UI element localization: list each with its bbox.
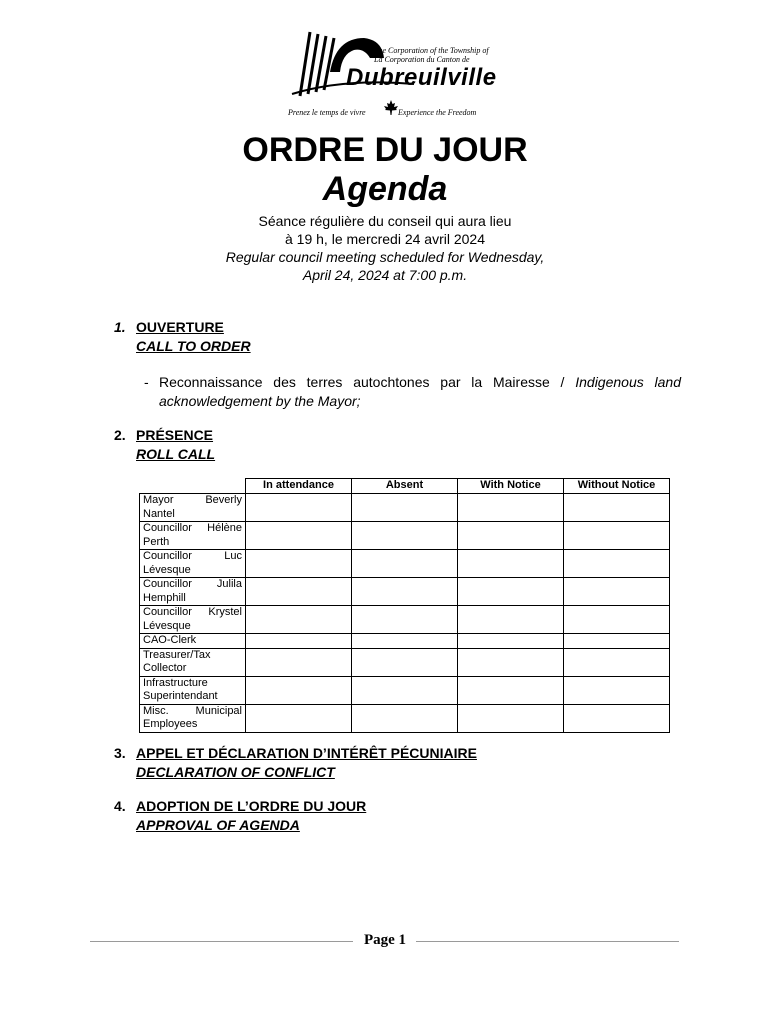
attendee-name: Infrastructure Superintendant	[140, 676, 246, 704]
section-title-fr: APPEL ET DÉCLARATION D’INTÉRÊT PÉCUNIAIRE	[136, 745, 477, 761]
land-acknowledgement-en: Indigenous land acknowledgement by the Mayor;	[159, 374, 681, 409]
township-logo	[284, 28, 497, 120]
attendee-name: Mayor Beverly Nantel	[140, 494, 246, 522]
meeting-line-en-2: April 24, 2024 at 7:00 p.m.	[302, 267, 468, 283]
cell-without-notice	[564, 704, 670, 732]
header-in-attendance: In attendance	[246, 479, 352, 494]
cell-without-notice	[564, 522, 670, 550]
attendee-name: Councillor Luc Lévesque	[140, 550, 246, 578]
cell-without-notice	[564, 634, 670, 649]
cell-absent	[352, 578, 458, 606]
cell-absent	[352, 676, 458, 704]
cell-with-notice	[458, 606, 564, 634]
table-header-row	[140, 479, 670, 494]
cell-without-notice	[564, 606, 670, 634]
section-number: 3.	[114, 745, 126, 761]
meeting-line-fr-1: Séance régulière du conseil qui aura lieu	[258, 213, 512, 229]
header-without-notice: Without Notice	[564, 479, 670, 494]
section-title-fr: PRÉSENCE	[136, 427, 214, 443]
land-acknowledgement-fr: Reconnaissance des terres autochtones par la Mairesse /	[159, 374, 576, 390]
attendee-name: Councillor Julila Hemphill	[140, 578, 246, 606]
cell-in-attendance	[246, 522, 352, 550]
table-row	[140, 522, 670, 550]
table-row	[140, 494, 670, 522]
logo-slogan-en: Experience the Freedom	[398, 108, 477, 117]
cell-absent	[352, 704, 458, 732]
attendee-name: Treasurer/Tax Collector	[140, 648, 246, 676]
attendee-name: Misc. Municipal Employees	[140, 704, 246, 732]
table-row	[140, 606, 670, 634]
section-title-en: CALL TO ORDER	[136, 338, 251, 354]
section-number: 2.	[114, 427, 126, 443]
section-title-en: ROLL CALL	[136, 446, 216, 462]
table-row	[140, 578, 670, 606]
table-row	[140, 550, 670, 578]
maple-leaf-icon	[384, 100, 398, 116]
section-title-en: DECLARATION OF CONFLICT	[136, 764, 335, 780]
land-acknowledgement-item	[159, 373, 681, 411]
roll-call-table	[139, 478, 670, 733]
cell-without-notice	[564, 676, 670, 704]
section-title-en: APPROVAL OF AGENDA	[136, 817, 300, 833]
header-absent: Absent	[352, 479, 458, 494]
cell-absent	[352, 634, 458, 649]
table-row	[140, 648, 670, 676]
section-title-fr: ADOPTION DE L’ORDRE DU JOUR	[136, 798, 367, 814]
logo-slogan-fr: Prenez le temps de vivre	[288, 108, 366, 117]
cell-without-notice	[564, 494, 670, 522]
cell-with-notice	[458, 578, 564, 606]
cell-absent	[352, 522, 458, 550]
meeting-line-fr-2: à 19 h, le mercredi 24 avril 2024	[285, 231, 485, 247]
attendee-name: Councillor Krystel Lévesque	[140, 606, 246, 634]
cell-with-notice	[458, 550, 564, 578]
cell-in-attendance	[246, 494, 352, 522]
table-row	[140, 676, 670, 704]
table-row	[140, 704, 670, 732]
cell-in-attendance	[246, 648, 352, 676]
cell-in-attendance	[246, 704, 352, 732]
cell-without-notice	[564, 550, 670, 578]
cell-in-attendance	[246, 606, 352, 634]
cell-with-notice	[458, 648, 564, 676]
cell-with-notice	[458, 522, 564, 550]
cell-in-attendance	[246, 634, 352, 649]
section-title-fr: OUVERTURE	[136, 319, 224, 335]
cell-without-notice	[564, 648, 670, 676]
attendee-name: Councillor Hélène Perth	[140, 522, 246, 550]
logo-corp-line-fr: La Corporation du Canton de	[374, 55, 470, 64]
footer-rule-right	[416, 941, 679, 942]
section-number: 4.	[114, 798, 126, 814]
logo-township-name: Dubreuilville	[346, 64, 497, 91]
cell-absent	[352, 606, 458, 634]
cell-in-attendance	[246, 676, 352, 704]
page-title: ORDRE DU JOUR	[242, 131, 528, 169]
table-header-blank	[140, 479, 246, 494]
cell-with-notice	[458, 634, 564, 649]
cell-in-attendance	[246, 550, 352, 578]
cell-with-notice	[458, 704, 564, 732]
cell-without-notice	[564, 578, 670, 606]
logo-corp-line-en: The Corporation of the Township of	[374, 46, 489, 55]
section-number: 1.	[114, 319, 126, 335]
page-subtitle: Agenda	[322, 170, 448, 208]
meeting-line-en-1: Regular council meeting scheduled for Wednesday,	[225, 249, 545, 265]
cell-absent	[352, 550, 458, 578]
cell-absent	[352, 494, 458, 522]
bullet-dash: -	[144, 374, 149, 390]
header-with-notice: With Notice	[458, 479, 564, 494]
cell-in-attendance	[246, 578, 352, 606]
cell-with-notice	[458, 676, 564, 704]
cell-with-notice	[458, 494, 564, 522]
attendee-name: CAO-Clerk	[140, 634, 246, 649]
cell-absent	[352, 648, 458, 676]
table-row	[140, 634, 670, 649]
page-number: Page 1	[363, 932, 407, 948]
